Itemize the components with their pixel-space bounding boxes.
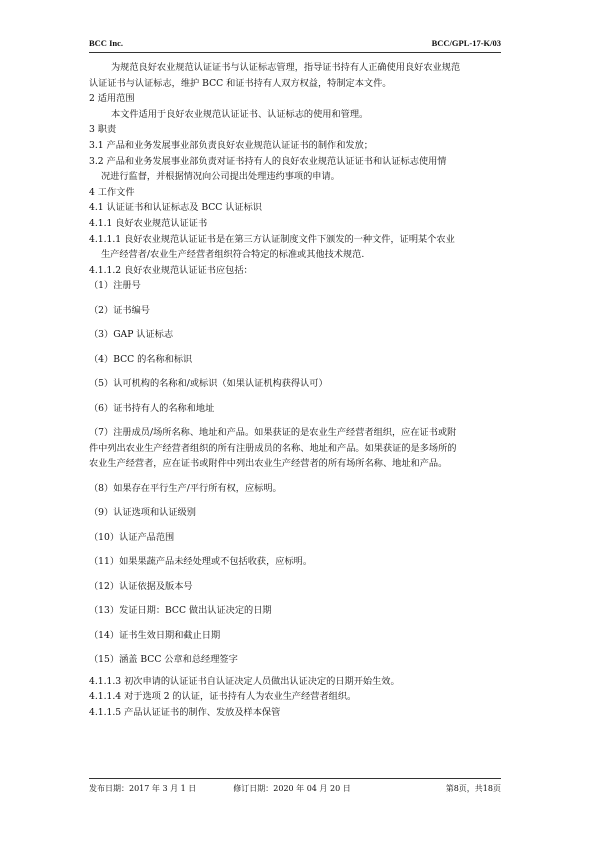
section-4-1-1-5: 4.1.1.5 产品认证证书的制作、发放及样本保管 xyxy=(89,707,281,719)
section-4-1-1-1-line-1: 4.1.1.1 良好农业规范认证证书是在第三方认证制度文件下颁发的一种文件，证明某个农业 xyxy=(89,233,455,245)
header-doc-code: BCC/GPL-17-K/03 xyxy=(431,38,501,48)
list-item xyxy=(89,579,505,595)
list-item-line: （7）注册成员/场所名称、地址和产品。如果获证的是农业生产经营者组织，应在证书或附 xyxy=(89,427,457,439)
list-item-line: 农业生产经营者，应在证书或附件中列出农业生产经营者的所有场所名称、地址和产品。 xyxy=(89,458,448,470)
list-item-line: （6）证书持有人的名称和地址 xyxy=(89,402,215,414)
section-4-1-1-4: 4.1.1.4 对于选项 2 的认证，证书持有人为农业生产经营者组织。 xyxy=(89,691,357,703)
page-header xyxy=(89,38,501,53)
section-3-2-line-1: 3.2 产品和业务发展事业部负责对证书持有人的良好农业规范认证证书和认证标志使用情 xyxy=(89,155,447,167)
list-item-line: （15）涵盖 BCC 公章和总经理签字 xyxy=(89,654,238,666)
list-item-line: （11）如果果蔬产品未经处理或不包括收获，应标明。 xyxy=(89,556,313,568)
list-item xyxy=(89,652,505,668)
section-4-1: 4.1 认证证书和认证标志及 BCC 认证标识 xyxy=(89,202,262,214)
list-item xyxy=(89,327,505,343)
list-item-line: （2）证书编号 xyxy=(89,304,150,316)
section-3-heading: 3 职责 xyxy=(89,124,117,136)
list-item xyxy=(89,303,505,319)
page-footer xyxy=(89,778,501,794)
list-item-line: （3）GAP 认证标志 xyxy=(89,329,174,341)
list-item-line: 件中列出农业生产经营者组织的所有注册成员的名称、地址和产品。如果获证的是多场所的 xyxy=(89,442,457,454)
list-item-line: （9）认证选项和认证级别 xyxy=(89,507,196,519)
list-item xyxy=(89,352,505,368)
list-item xyxy=(89,628,505,644)
list-item xyxy=(89,401,505,417)
list-item xyxy=(89,505,505,521)
list-item-line: （12）认证依据及版本号 xyxy=(89,580,193,592)
section-4-1-1: 4.1.1 良好农业规范认证证书 xyxy=(89,217,208,229)
document-body xyxy=(89,60,505,721)
list-item xyxy=(89,481,505,497)
list-item xyxy=(89,278,505,294)
header-company: BCC Inc. xyxy=(89,38,124,48)
section-2-heading: 2 适用范围 xyxy=(89,93,135,105)
list-item xyxy=(89,530,505,546)
intro-line-1: 为规范良好农业规范认证证书与认证标志管理，指导证书持有人正确使用良好农业规范 xyxy=(111,62,461,73)
list-item-line: （1）注册号 xyxy=(89,280,141,292)
section-3-1: 3.1 产品和业务发展事业部负责良好农业规范认证证书的制作和发放； xyxy=(89,139,373,151)
list-item xyxy=(89,603,505,619)
footer-issue-date: 发布日期：2017 年 3 月 1 日 xyxy=(89,784,197,793)
list-item xyxy=(89,554,505,570)
footer-revision-date: 修订日期：2020 年 04 月 20 日 xyxy=(233,784,351,793)
certificate-contents-list xyxy=(89,278,505,668)
section-4-1-1-1-line-2: 生产经营者/农业生产经营者组织符合特定的标准或其他技术规范. xyxy=(101,249,365,261)
list-item xyxy=(89,425,505,472)
list-item xyxy=(89,376,505,392)
list-item-line: （13）发证日期：BCC 做出认证决定的日期 xyxy=(89,605,272,617)
intro-line-2: 认证证书与认证标志，维护 BCC 和证书持有人双方权益，特制定本文件。 xyxy=(89,77,392,89)
section-3-2-line-2: 况进行监督，并根据情况向公司提出处理违约事项的申请。 xyxy=(101,171,340,183)
list-item-line: （4）BCC 的名称和标识 xyxy=(89,353,193,365)
footer-page-number: 第8页，共18页 xyxy=(445,784,501,793)
list-item-line: （14）证书生效日期和截止日期 xyxy=(89,629,221,641)
section-2-text: 本文件适用于良好农业规范认证证书、认证标志的使用和管理。 xyxy=(111,108,369,120)
list-item-line: （10）认证产品范围 xyxy=(89,531,175,543)
section-4-1-1-3: 4.1.1.3 初次申请的认证证书自认证决定人员做出认证决定的日期开始生效。 xyxy=(89,675,400,687)
list-item-line: （8）如果存在平行生产/平行所有权，应标明。 xyxy=(89,482,282,494)
section-4-1-1-2: 4.1.1.2 良好农业规范认证证书应包括： xyxy=(89,264,253,276)
section-4-heading: 4 工作文件 xyxy=(89,186,135,198)
list-item-line: （5）认可机构的名称和/或标识（如果认证机构获得认可） xyxy=(89,378,328,390)
